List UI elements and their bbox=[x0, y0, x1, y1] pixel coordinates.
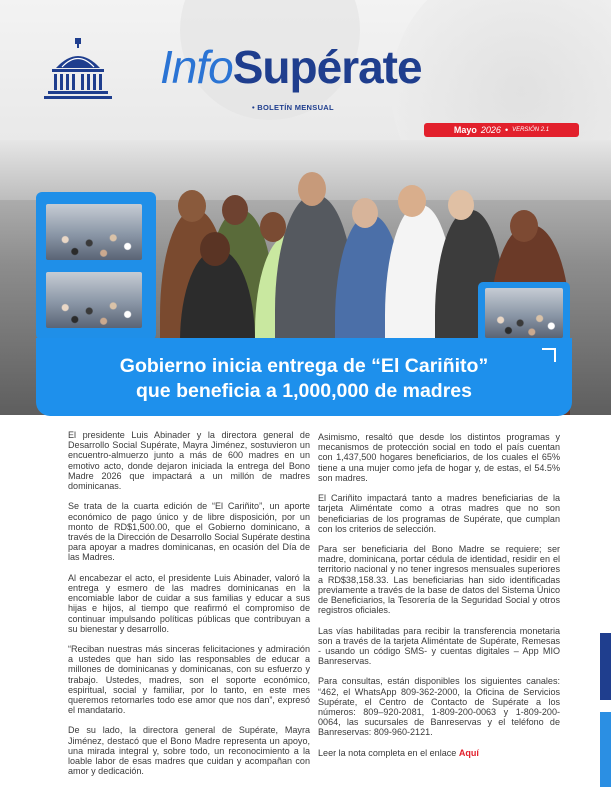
read-more bbox=[318, 748, 560, 758]
hero-face bbox=[260, 212, 286, 242]
article-paragraph: “Reciban nuestras más sinceras felicitaciones y admiración a ustedes que han sido las responsables de educar a millones de dominicanas y dominicanas, con su esfuerzo y trabajo. Ustedes, madres, son el soporte económico, espiritual, social y familiar, por lo tanto, en este mes queremos retornarles todo ese amor que nos dan”, expresó el mandatario. bbox=[68, 643, 310, 716]
hero-face bbox=[448, 190, 474, 220]
hero-face bbox=[352, 198, 378, 228]
edition-separator: • bbox=[504, 125, 509, 135]
headline bbox=[36, 354, 572, 405]
article-paragraph: Para consultas, están disponibles los siguientes canales: “462, el WhatsApp 809-362-2000, la Oficina de Servicios Supérate, el Centro de Contacto de Supérate a los números: 809–920-2081, 1-809-200-0063 y 1-809-200-0064, las sucursales de Banreservas y el teléfono de Banreservas: 809-960-2121. bbox=[318, 676, 560, 738]
headline-line1: Gobierno inicia entrega de “El Cariñito” bbox=[119, 355, 489, 377]
edition-month: Mayo bbox=[453, 125, 477, 135]
hero-face bbox=[178, 190, 206, 222]
thumbnail-gallery-right bbox=[478, 282, 570, 346]
title-light: Info bbox=[160, 41, 233, 93]
header bbox=[0, 0, 611, 140]
header-decoration bbox=[391, 0, 611, 140]
thumbnail-photo bbox=[46, 272, 142, 328]
hero-face bbox=[298, 172, 326, 206]
headline-banner bbox=[36, 338, 572, 416]
article-paragraph: El presidente Luis Abinader y la directora general de Desarrollo Social Supérate, Mayra Jiménez, sostuvieron un encuentro-almuerzo junto a más de 600 madres en un emotivo acto, donde dejaron iniciada la entrega del Bono Madre 2026 que impactará a un millón de madres dominicanas. bbox=[68, 430, 310, 492]
side-tab-dark bbox=[600, 633, 611, 700]
newsletter-subtitle: • BOLETÍN MENSUAL bbox=[252, 103, 334, 112]
side-tab-light bbox=[600, 712, 611, 787]
edition-year: 2026 bbox=[480, 125, 501, 135]
hero-face bbox=[398, 185, 426, 217]
article-paragraph: El Cariñito impactará tanto a madres beneficiarias de la tarjeta Aliméntate como a otras madres que no son beneficiarias de los programas de Supérate, que cumplan con los criterios de selección. bbox=[318, 493, 560, 534]
article-paragraph: Al encabezar el acto, el presidente Luis Abinader, valoró la entrega y esmero de las madres dominicanas en la encomiable labor de cuidar a sus familias y educar a sus hijas e hijos, al tiempo que reafirmó el compromiso de continuar impulsando políticas públicas que contribuyan a su bienestar y desarrollo. bbox=[68, 572, 310, 634]
edition-version: VERSIÓN 2.1 bbox=[512, 127, 550, 133]
edition-badge bbox=[424, 123, 579, 137]
article-paragraph: Para ser beneficiaria del Bono Madre se requiere; ser madre, dominicana, portar cédula de identidad, residir en el territorio nacional y no tener ingresos mensuales superiores a RD$38,158.33. Las beneficiarias han sido identificadas previamente a través de la base de datos del Sistema Único de Beneficiarios, la Tesorería de la Seguridad Social y otros registros oficiales. bbox=[318, 543, 560, 616]
dome-building-logo-icon bbox=[42, 38, 114, 104]
thumbnail-gallery-left bbox=[36, 192, 156, 340]
article-body bbox=[0, 416, 611, 787]
title-bold: Supérate bbox=[232, 41, 422, 93]
article-paragraph: Las vías habilitadas para recibir la transferencia monetaria son a través de la tarjeta Aliméntate de Supérate, Remesas - usando un código SMS- y cuentas digitales – App MIO Banreservas. bbox=[318, 625, 560, 667]
newsletter-title bbox=[160, 41, 422, 93]
hero-face bbox=[510, 210, 538, 242]
article-paragraph: Se trata de la cuarta edición de “El Cariñito”, un aporte económico de pago único y de libre disposición, por un monto de RD$1,500.00, que el Gobierno dominicano, a través de la Dirección de Desarrollo Social Supérate destina para apoyar a madres dominicanas, en ocasión del Día de las Madres. bbox=[68, 501, 310, 563]
article-paragraph: De su lado, la directora general de Supérate, Mayra Jiménez, destacó que el Bono Madre representa un apoyo, una mirada integral y, sobre todo, un reconocimiento a la loable labor de esas madres que cuidan y acompañan con amor y dedicación. bbox=[68, 725, 310, 777]
thumbnail-photo bbox=[485, 288, 563, 338]
headline-line2: que beneficia a 1,000,000 de madres bbox=[135, 380, 472, 403]
hero-face bbox=[222, 195, 248, 225]
read-more-link[interactable]: Aquí bbox=[458, 747, 479, 758]
article-paragraph: Asimismo, resaltó que desde los distintos programas y mecanismos de protección social en todo el país cuentan con 1,437,500 hogares beneficiarios, de los cuales el 65% tiene a una mujer como jefa de hogar y, de estas, el 54.5% son madres. bbox=[318, 432, 560, 483]
thumbnail-photo bbox=[46, 204, 142, 260]
article-column-left bbox=[68, 430, 310, 787]
read-more-text: Leer la nota completa en el enlace bbox=[318, 747, 459, 758]
hero-face bbox=[200, 232, 230, 266]
article-column-right bbox=[318, 432, 560, 768]
